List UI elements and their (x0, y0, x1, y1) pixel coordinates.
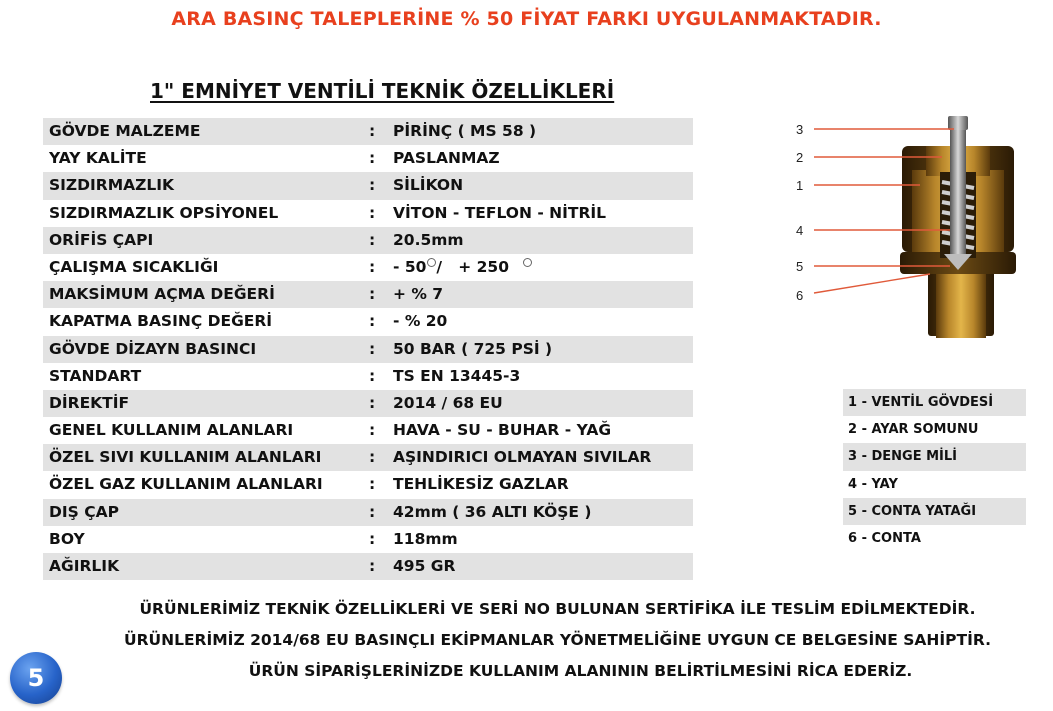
callout-label: 2 (796, 150, 804, 165)
spec-value: VİTON - TEFLON - NİTRİL (393, 203, 607, 222)
legend-item: 4 - YAY (848, 476, 898, 492)
callout-label: 6 (796, 288, 804, 303)
spec-row (43, 254, 693, 281)
spec-value (393, 254, 532, 281)
spec-label: MAKSİMUM AÇMA DEĞERİ (49, 285, 275, 304)
spec-label: ORİFİS ÇAPI (49, 230, 154, 249)
spec-row (43, 471, 693, 498)
spec-separator: : (369, 312, 376, 331)
footer-line-certificate: ÜRÜNLERİMİZ TEKNİK ÖZELLİKLERİ VE SERİ NO BULUNAN SERTİFİKA İLE TESLİM EDİLMEKTEDİR. (139, 600, 976, 618)
temp-max: / + 250 (436, 257, 509, 276)
spec-label: BOY (49, 529, 85, 548)
spec-separator: : (369, 393, 376, 412)
spec-separator: : (369, 285, 376, 304)
spec-value: 20.5mm (393, 230, 464, 249)
spec-separator: : (369, 122, 376, 140)
legend-item: 2 - AYAR SOMUNU (848, 422, 979, 438)
spec-row (43, 227, 693, 254)
spec-value: TEHLİKESİZ GAZLAR (393, 475, 569, 494)
spec-row (43, 526, 693, 553)
spec-row (43, 444, 693, 471)
spec-row (43, 172, 693, 199)
spec-row (43, 390, 693, 417)
spec-value: SİLİKON (393, 176, 464, 195)
page-number-badge: 5 (10, 652, 62, 704)
spec-row (43, 336, 693, 363)
spec-separator: : (369, 149, 376, 168)
spec-value: 495 GR (393, 557, 456, 575)
spec-value: 42mm ( 36 ALTI KÖŞE ) (393, 502, 592, 521)
spec-separator: : (369, 366, 376, 385)
legend-item: 6 - CONTA (848, 530, 921, 546)
spec-table (43, 118, 693, 580)
legend-item: 5 - CONTA YATAĞI (843, 498, 1026, 525)
legend-item: 3 - DENGE MİLİ (843, 443, 1026, 470)
callout-label: 3 (796, 122, 804, 137)
spec-label: ÖZEL GAZ KULLANIM ALANLARI (49, 475, 323, 494)
spec-row (43, 499, 693, 526)
spec-row (43, 145, 693, 172)
spec-label: STANDART (49, 366, 142, 385)
spec-label: YAY KALİTE (49, 149, 147, 168)
spec-value: PASLANMAZ (393, 149, 500, 168)
spec-row (43, 118, 693, 145)
spec-label: DIŞ ÇAP (49, 502, 119, 521)
spec-label: GÖVDE DİZAYN BASINCI (49, 339, 257, 358)
valve-cutaway-diagram (780, 112, 1040, 352)
spec-row (43, 553, 693, 580)
spec-label: SIZDIRMAZLIK OPSİYONEL (49, 203, 279, 222)
spec-label: DİREKTİF (49, 393, 130, 412)
legend-item: 1 - VENTİL GÖVDESİ (843, 389, 1026, 416)
spec-separator: : (369, 448, 376, 467)
spec-value: PİRİNÇ ( MS 58 ) (393, 122, 537, 140)
temp-min: - 50 (393, 257, 427, 276)
spec-separator: : (369, 421, 376, 440)
spec-label: GENEL KULLANIM ALANLARI (49, 421, 294, 440)
degree-icon (523, 258, 532, 267)
spec-label: GÖVDE MALZEME (49, 122, 201, 140)
spec-value: 2014 / 68 EU (393, 393, 503, 412)
spec-row (43, 308, 693, 335)
spec-value: 50 BAR ( 725 PSİ ) (393, 339, 553, 358)
spec-separator: : (369, 557, 376, 575)
callout-label: 5 (796, 259, 804, 274)
spec-separator: : (369, 230, 376, 249)
spec-row (43, 281, 693, 308)
callout-label: 1 (796, 178, 804, 193)
spec-separator: : (369, 529, 376, 548)
spec-separator: : (369, 339, 376, 358)
spec-label: ÖZEL SIVI KULLANIM ALANLARI (49, 448, 322, 467)
callout-label: 4 (796, 223, 804, 238)
spec-value: - % 20 (393, 312, 448, 331)
footer-line-order-note: ÜRÜN SİPARİŞLERİNİZDE KULLANIM ALANININ BELİRTİLMESİNİ RİCA EDERİZ. (248, 662, 913, 680)
spec-row (43, 200, 693, 227)
spec-label: AĞIRLIK (49, 557, 120, 575)
spec-separator: : (369, 475, 376, 494)
spec-label: ÇALIŞMA SICAKLIĞI (49, 257, 219, 276)
spec-value: 118mm (393, 529, 458, 548)
spec-separator: : (369, 176, 376, 195)
price-notice-banner: ARA BASINÇ TALEPLERİNE % 50 FİYAT FARKI UYGULANMAKTADIR. (171, 8, 882, 30)
spec-value: + % 7 (393, 285, 444, 304)
spec-row (43, 363, 693, 390)
spec-title: 1" EMNİYET VENTİLİ TEKNİK ÖZELLİKLERİ (150, 79, 615, 103)
spec-separator: : (369, 502, 376, 521)
spec-value: TS EN 13445-3 (393, 366, 521, 385)
spec-separator: : (369, 257, 376, 276)
spec-separator: : (369, 203, 376, 222)
spec-value: HAVA - SU - BUHAR - YAĞ (393, 421, 612, 440)
spec-label: SIZDIRMAZLIK (49, 176, 175, 195)
parts-legend (843, 389, 1026, 552)
spec-row (43, 417, 693, 444)
footer-line-ce: ÜRÜNLERİMİZ 2014/68 EU BASINÇLI EKİPMANLAR YÖNETMELİĞİNE UYGUN CE BELGESİNE SAHİPTİR. (124, 631, 991, 649)
spec-value: AŞINDIRICI OLMAYAN SIVILAR (393, 448, 652, 467)
spec-label: KAPATMA BASINÇ DEĞERİ (49, 312, 273, 331)
